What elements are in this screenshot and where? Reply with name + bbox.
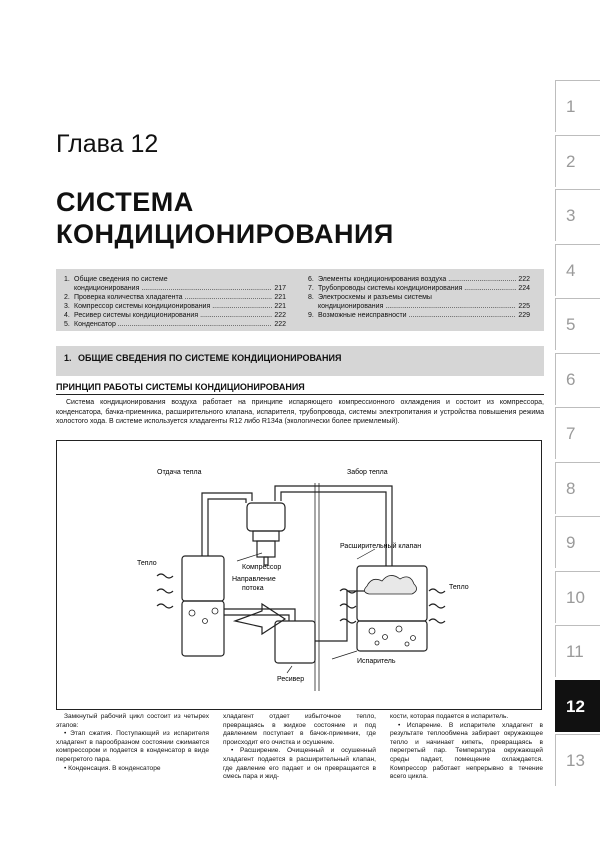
chapter-tab-11[interactable] xyxy=(555,625,600,677)
label-expansion-valve: Расширительный клапан xyxy=(340,543,422,550)
chapter-tab-label: 2 xyxy=(566,151,576,171)
chapter-tab-12[interactable] xyxy=(555,680,600,732)
chapter-tab-label: 6 xyxy=(566,369,576,389)
chapter-tab-13[interactable] xyxy=(555,734,600,786)
text-column-2 xyxy=(223,713,376,782)
toc-entry-number: 8. xyxy=(308,294,314,301)
toc-left-column xyxy=(64,275,286,329)
toc-entry-page: 221 xyxy=(274,303,286,310)
toc-entry-number xyxy=(64,284,74,293)
chapter-tab-4[interactable] xyxy=(555,244,600,296)
toc-entry-page: 222 xyxy=(274,321,286,328)
label-heat-in: Забор тепла xyxy=(347,469,388,476)
toc-entry-text: Ресивер системы кондиционирования ..... xyxy=(74,311,272,320)
chapter-tab-label: 4 xyxy=(566,260,576,280)
toc-entry-number: 7. xyxy=(308,285,314,292)
toc-entry-number: 3. xyxy=(64,303,70,310)
chapter-tab-label: 11 xyxy=(566,642,584,661)
col2-para: хладагент отдает избыточное тепло, превращаясь в жидкое состояние и под давлением поступает в бачок-приемник, где происходит его очистка и осушение. xyxy=(223,713,376,746)
chapter-tab-label: 13 xyxy=(566,751,585,770)
label-flow-direction-1: Направление xyxy=(232,576,276,583)
toc-entry[interactable] xyxy=(64,302,286,311)
toc-entry-page xyxy=(284,275,286,284)
chapter-tab-1[interactable] xyxy=(555,80,600,132)
toc-entry[interactable] xyxy=(64,284,286,293)
label-receiver: Ресивер xyxy=(277,676,305,683)
toc-entry-text: Проверка количества хладагента ..... xyxy=(74,293,272,302)
chapter-tab-label: 9 xyxy=(566,533,576,552)
toc-entry-text: кондиционирования ..... xyxy=(74,284,272,293)
col1-para: • Конденсация. В конденсаторе xyxy=(64,764,161,772)
chapter-tab-label: 1 xyxy=(566,97,576,116)
toc-entry[interactable] xyxy=(308,284,530,293)
toc-entry-text: Электросхемы и разъемы системы xyxy=(318,294,432,301)
col2-para: • Расширение. Очищенный и осушенный хладагент подается в расширительный клапан, где давление его падает и он превращается в смесь пара и жид- xyxy=(223,747,376,781)
label-compressor: Компрессор xyxy=(242,564,282,571)
compressor-shape xyxy=(247,503,285,531)
text-column-1 xyxy=(56,713,209,773)
text-column-3 xyxy=(390,713,543,782)
toc-entry[interactable] xyxy=(64,293,286,302)
toc-entry-page: 225 xyxy=(518,303,530,310)
col1-para: Замкнутый рабочий цикл состоит из четырех этапов: xyxy=(56,713,209,729)
diagram-drawing xyxy=(57,441,543,711)
chapter-tab-label: 3 xyxy=(566,206,576,225)
toc-entry-number: 6. xyxy=(308,276,314,283)
title-line-2: КОНДИЦИОНИРОВАНИЯ xyxy=(56,219,394,249)
title-line-1: СИСТЕМА xyxy=(56,187,194,217)
toc-entry[interactable] xyxy=(64,311,286,320)
toc-entry-text: кондиционирования ..... xyxy=(318,302,516,311)
toc-entry-text: Возможные неисправности ..... xyxy=(318,311,516,320)
toc-entry-number: 9. xyxy=(308,312,314,319)
label-heat-out: Отдача тепла xyxy=(157,469,202,476)
ac-cycle-diagram xyxy=(56,440,542,710)
col1-para: • Этап сжатия. Поступающий из испарителя хладагент в парообразном состоянии сжимается компрессором и подается в конденсатор в виде перегретого пара. xyxy=(56,730,209,763)
toc-entry-number: 1. xyxy=(64,276,70,283)
toc-entry[interactable] xyxy=(308,311,530,320)
label-flow-direction-2: потока xyxy=(242,585,264,592)
chapter-tab-8[interactable] xyxy=(555,462,600,514)
vapor-cloud xyxy=(364,575,416,594)
toc-entry-text: Трубопроводы системы кондиционирования ..... xyxy=(318,284,516,293)
label-evaporator: Испаритель xyxy=(357,658,396,665)
pipe-top-right xyxy=(275,486,392,566)
section-header xyxy=(56,346,544,376)
toc-entry-page: 222 xyxy=(274,312,286,319)
toc-entry-page: 221 xyxy=(274,294,286,301)
toc-entry-number xyxy=(308,302,318,311)
chapter-tab-10[interactable] xyxy=(555,571,600,623)
section-number: 1. xyxy=(64,353,72,363)
toc-entry-text: Общие сведения по системе xyxy=(74,276,168,283)
label-heat-left: Тепло xyxy=(137,560,157,567)
toc-entry-page: 229 xyxy=(518,312,530,319)
toc-entry-page: 224 xyxy=(518,285,530,292)
chapter-tab-6[interactable] xyxy=(555,353,600,405)
toc-right-column xyxy=(308,275,530,320)
intro-paragraph: Система кондиционирования воздуха работает на принципе испаряющего компрессионного охлаждения и состоит из компрессора, конденсатора, бачка-приемника, расширительного клапана, испарителя, трубопровода, системы электропитания и устройства повышения режима холостого хода. В системе используется хладагенты R12 либо R134a (экологически более приемлемый). xyxy=(56,399,544,425)
toc-entry-number: 5. xyxy=(64,321,70,328)
toc-entry[interactable] xyxy=(308,302,530,311)
table-of-contents xyxy=(56,269,544,331)
toc-entry-page: 217 xyxy=(274,285,286,292)
label-heat-right: Тепло xyxy=(449,584,469,591)
chapter-label: Глава 12 xyxy=(56,130,159,158)
chapter-tab-label: 7 xyxy=(566,424,576,443)
toc-entry-page: 222 xyxy=(518,276,530,283)
chapter-tab-label: 10 xyxy=(566,587,585,607)
toc-entry[interactable] xyxy=(308,293,530,302)
section-title: ОБЩИЕ СВЕДЕНИЯ ПО СИСТЕМЕ КОНДИЦИОНИРОВАНИЯ xyxy=(78,353,342,363)
receiver-shape xyxy=(275,621,315,663)
col3-para: кости, которая подается в испаритель. xyxy=(390,713,509,720)
chapter-tab-label: 12 xyxy=(566,696,585,716)
page-title xyxy=(56,186,394,250)
subheading: ПРИНЦИП РАБОТЫ СИСТЕМЫ КОНДИЦИОНИРОВАНИЯ xyxy=(56,382,305,392)
toc-entry-page xyxy=(528,293,530,302)
pipe-top-left xyxy=(202,493,252,556)
toc-entry[interactable] xyxy=(64,275,286,284)
condenser-shape xyxy=(182,556,224,601)
chapter-tab-label: 5 xyxy=(566,315,576,334)
chapter-tab-7[interactable] xyxy=(555,407,600,459)
toc-entry-text: Конденсатор ..... xyxy=(74,320,272,329)
chapter-tab-label: 8 xyxy=(566,478,576,498)
subheading-rule xyxy=(56,394,544,395)
toc-entry-number: 4. xyxy=(64,312,70,319)
toc-entry-text: Элементы кондиционирования воздуха ..... xyxy=(318,275,516,284)
chapter-tab-3[interactable] xyxy=(555,189,600,241)
col3-para: • Испарение. В испарителе хладагент в результате теплообмена забирает окружающее тепло и начинает кипеть, превращаясь в перегретый пар. Температура окружающей среды падает, помещение охлаждается. Компрессор работает непрерывно в течение всего цикла. xyxy=(390,721,543,781)
chapter-tab-5[interactable] xyxy=(555,298,600,350)
toc-entry[interactable] xyxy=(64,320,286,329)
chapter-tab-9[interactable] xyxy=(555,516,600,568)
chapter-tab-2[interactable] xyxy=(555,135,600,187)
toc-entry[interactable] xyxy=(308,275,530,284)
toc-entry-text: Компрессор системы кондиционирования ..... xyxy=(74,302,272,311)
toc-entry-number: 2. xyxy=(64,294,70,301)
